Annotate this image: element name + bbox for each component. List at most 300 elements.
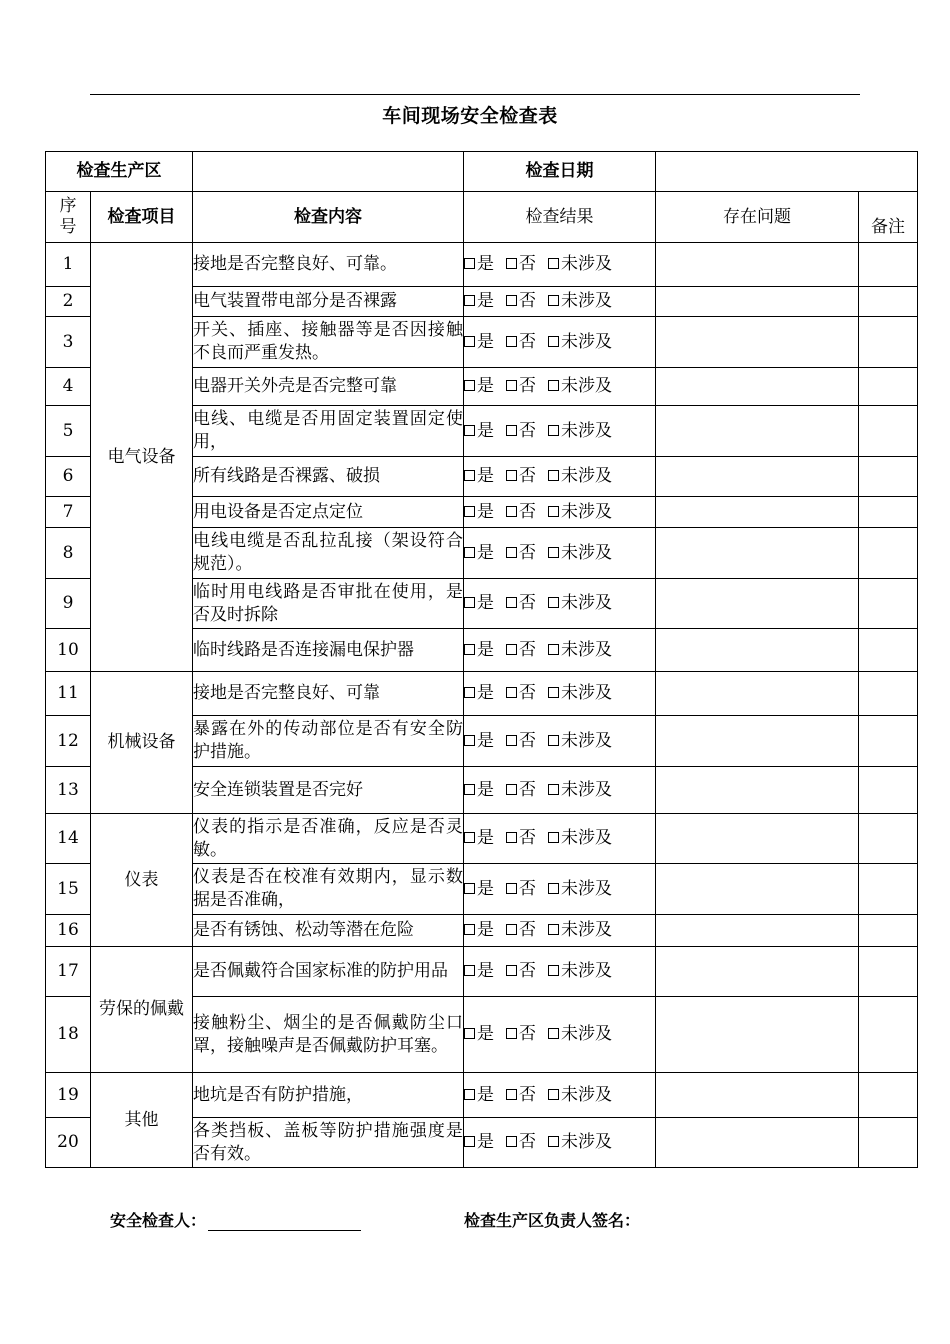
remarks-field[interactable] xyxy=(859,629,918,672)
row-content: 临时用电线路是否审批在使用，是否及时拆除 xyxy=(193,579,464,629)
remarks-field[interactable] xyxy=(859,406,918,457)
option-label: 否 xyxy=(519,920,536,940)
option-label: 否 xyxy=(519,466,536,486)
option-label: 是 xyxy=(477,920,494,940)
remarks-field[interactable] xyxy=(859,497,918,528)
issues-field[interactable] xyxy=(656,406,859,457)
row-seq: 11 xyxy=(46,672,91,716)
option-label: 否 xyxy=(519,542,536,563)
option-label: 未涉及 xyxy=(561,593,612,613)
row-content: 开关、插座、接触器等是否因接触不良而严重发热。 xyxy=(193,317,464,368)
option-label: 是 xyxy=(477,1024,494,1044)
result-header: 检查结果 xyxy=(464,192,656,243)
issues-field[interactable] xyxy=(656,1073,859,1118)
checkbox-icon[interactable] xyxy=(548,1028,559,1039)
checkbox-icon[interactable] xyxy=(506,506,517,517)
option-no[interactable] xyxy=(506,920,536,940)
row-seq: 16 xyxy=(46,915,91,947)
checkbox-icon[interactable] xyxy=(464,644,475,655)
option-label: 否 xyxy=(519,683,536,703)
option-label: 未涉及 xyxy=(561,639,612,660)
checkbox-icon[interactable] xyxy=(506,784,517,795)
result-options xyxy=(464,579,656,629)
checkbox-icon[interactable] xyxy=(548,924,559,935)
checkbox-icon[interactable] xyxy=(548,965,559,976)
option-label: 否 xyxy=(519,878,536,899)
option-no[interactable] xyxy=(506,780,536,800)
header-rule xyxy=(90,94,860,95)
checkbox-icon[interactable] xyxy=(464,380,475,391)
category-cell: 电气设备 xyxy=(91,243,193,672)
checkbox-icon[interactable] xyxy=(548,547,559,558)
option-label: 是 xyxy=(477,961,494,981)
remarks-header: 备注 xyxy=(859,192,918,243)
option-label: 否 xyxy=(519,1132,536,1152)
option-yes[interactable] xyxy=(464,291,494,311)
option-na[interactable] xyxy=(548,731,612,751)
result-options xyxy=(464,767,656,814)
option-label: 未涉及 xyxy=(561,254,612,274)
issues-field[interactable] xyxy=(656,528,859,579)
option-yes[interactable] xyxy=(464,1132,494,1152)
option-yes[interactable] xyxy=(464,828,494,848)
row-content: 地坑是否有防护措施， xyxy=(193,1073,464,1118)
category-cell: 仪表 xyxy=(91,814,193,947)
issues-field[interactable] xyxy=(656,716,859,767)
option-na[interactable] xyxy=(548,502,612,522)
checkbox-icon[interactable] xyxy=(506,687,517,698)
row-seq: 14 xyxy=(46,814,91,864)
row-seq: 3 xyxy=(46,317,91,368)
remarks-field[interactable] xyxy=(859,287,918,317)
remarks-field[interactable] xyxy=(859,997,918,1073)
content-header: 检查内容 xyxy=(193,192,464,243)
option-label: 是 xyxy=(477,254,494,274)
row-seq: 4 xyxy=(46,368,91,406)
row-seq: 17 xyxy=(46,947,91,997)
checkbox-icon[interactable] xyxy=(506,258,517,269)
option-na[interactable] xyxy=(548,254,612,274)
remarks-field[interactable] xyxy=(859,814,918,864)
issues-field[interactable] xyxy=(656,579,859,629)
option-label: 是 xyxy=(477,376,494,396)
checkbox-icon[interactable] xyxy=(464,506,475,517)
row-seq: 9 xyxy=(46,579,91,629)
row-content: 各类挡板、盖板等防护措施强度是否有效。 xyxy=(193,1118,464,1168)
checkbox-icon[interactable] xyxy=(464,597,475,608)
checkbox-icon[interactable] xyxy=(464,735,475,746)
checkbox-icon[interactable] xyxy=(506,425,517,436)
checkbox-icon[interactable] xyxy=(464,883,475,894)
issues-field[interactable] xyxy=(656,317,859,368)
option-no[interactable] xyxy=(506,421,536,441)
row-content: 暴露在外的传动部位是否有安全防护措施。 xyxy=(193,716,464,767)
checkbox-icon[interactable] xyxy=(506,1136,517,1147)
option-label: 否 xyxy=(519,376,536,396)
checkbox-icon[interactable] xyxy=(464,687,475,698)
row-content: 电气装置带电部分是否裸露 xyxy=(193,287,464,317)
option-label: 未涉及 xyxy=(561,376,612,396)
option-label: 是 xyxy=(477,593,494,613)
option-label: 未涉及 xyxy=(561,683,612,703)
option-na[interactable] xyxy=(548,1132,612,1152)
page-title: 车间现场安全检查表 xyxy=(382,105,558,127)
checkbox-icon[interactable] xyxy=(464,258,475,269)
checkbox-icon[interactable] xyxy=(506,965,517,976)
row-content: 是否有锈蚀、松动等潜在危险 xyxy=(193,915,464,947)
issues-field[interactable] xyxy=(656,243,859,287)
option-label: 是 xyxy=(477,878,494,899)
option-label: 否 xyxy=(519,779,536,800)
option-yes[interactable] xyxy=(464,640,494,660)
row-seq: 12 xyxy=(46,716,91,767)
issues-field[interactable] xyxy=(656,287,859,317)
result-options xyxy=(464,864,656,915)
category-cell: 劳保的佩戴 xyxy=(91,947,193,1073)
issues-field[interactable] xyxy=(656,629,859,672)
option-label: 未涉及 xyxy=(561,779,612,800)
area-label: 检查生产区 xyxy=(46,152,193,192)
checkbox-icon[interactable] xyxy=(506,597,517,608)
checkbox-icon[interactable] xyxy=(464,832,475,843)
row-content: 是否佩戴符合国家标准的防护用品 xyxy=(193,947,464,997)
option-no[interactable] xyxy=(506,683,536,703)
option-label: 是 xyxy=(477,542,494,563)
column-header-row xyxy=(46,192,918,243)
checkbox-icon[interactable] xyxy=(548,597,559,608)
result-options xyxy=(464,716,656,767)
row-seq: 20 xyxy=(46,1118,91,1168)
checkbox-icon[interactable] xyxy=(464,295,475,306)
option-label: 未涉及 xyxy=(561,331,612,352)
option-na[interactable] xyxy=(548,291,612,311)
option-na[interactable] xyxy=(548,466,612,486)
row-content: 所有线路是否裸露、破损 xyxy=(193,457,464,497)
option-yes[interactable] xyxy=(464,593,494,613)
checkbox-icon[interactable] xyxy=(548,832,559,843)
option-label: 是 xyxy=(477,291,494,311)
option-label: 否 xyxy=(519,593,536,613)
checkbox-icon[interactable] xyxy=(548,258,559,269)
option-no[interactable] xyxy=(506,828,536,848)
option-no[interactable] xyxy=(506,291,536,311)
option-label: 是 xyxy=(477,331,494,352)
checkbox-icon[interactable] xyxy=(464,784,475,795)
checkbox-icon[interactable] xyxy=(464,1028,475,1039)
inspector-signature xyxy=(110,1208,361,1231)
inspector-label: 安全检查人： xyxy=(110,1211,207,1230)
option-na[interactable] xyxy=(548,543,612,563)
option-no[interactable] xyxy=(506,502,536,522)
option-yes[interactable] xyxy=(464,421,494,441)
option-na[interactable] xyxy=(548,1085,612,1105)
option-label: 否 xyxy=(519,639,536,660)
option-label: 是 xyxy=(477,1084,494,1105)
checkbox-icon[interactable] xyxy=(548,687,559,698)
seq-header: 序号 xyxy=(46,192,91,243)
option-label: 未涉及 xyxy=(561,466,612,486)
option-label: 否 xyxy=(519,961,536,981)
result-options xyxy=(464,457,656,497)
remarks-field[interactable] xyxy=(859,579,918,629)
option-yes[interactable] xyxy=(464,961,494,981)
option-yes[interactable] xyxy=(464,466,494,486)
option-label: 是 xyxy=(477,779,494,800)
inspector-signature-line[interactable] xyxy=(208,1212,361,1231)
issues-field[interactable] xyxy=(656,864,859,915)
option-label: 是 xyxy=(477,1132,494,1152)
issues-field[interactable] xyxy=(656,947,859,997)
option-yes[interactable] xyxy=(464,376,494,396)
checkbox-icon[interactable] xyxy=(506,547,517,558)
row-seq: 6 xyxy=(46,457,91,497)
checkbox-icon[interactable] xyxy=(464,425,475,436)
row-content: 临时线路是否连接漏电保护器 xyxy=(193,629,464,672)
option-yes[interactable] xyxy=(464,920,494,940)
result-options xyxy=(464,814,656,864)
issues-field[interactable] xyxy=(656,1118,859,1168)
remarks-field[interactable] xyxy=(859,243,918,287)
issues-header: 存在问题 xyxy=(656,192,859,243)
option-label: 未涉及 xyxy=(561,542,612,563)
inspection-table xyxy=(45,151,918,1168)
issues-field[interactable] xyxy=(656,457,859,497)
header-row xyxy=(46,152,918,192)
remarks-field[interactable] xyxy=(859,915,918,947)
option-label: 未涉及 xyxy=(561,878,612,899)
option-no[interactable] xyxy=(506,254,536,274)
result-options xyxy=(464,528,656,579)
option-yes[interactable] xyxy=(464,731,494,751)
checkbox-icon[interactable] xyxy=(506,470,517,481)
row-seq: 1 xyxy=(46,243,91,287)
checkbox-icon[interactable] xyxy=(506,336,517,347)
option-na[interactable] xyxy=(548,593,612,613)
checkbox-icon[interactable] xyxy=(548,425,559,436)
checkbox-icon[interactable] xyxy=(464,924,475,935)
option-no[interactable] xyxy=(506,731,536,751)
option-label: 未涉及 xyxy=(561,420,612,441)
checkbox-icon[interactable] xyxy=(548,883,559,894)
option-na[interactable] xyxy=(548,961,612,981)
option-no[interactable] xyxy=(506,640,536,660)
checkbox-icon[interactable] xyxy=(506,735,517,746)
option-no[interactable] xyxy=(506,879,536,899)
option-yes[interactable] xyxy=(464,1085,494,1105)
checkbox-icon[interactable] xyxy=(464,336,475,347)
result-options xyxy=(464,368,656,406)
date-label: 检查日期 xyxy=(464,152,656,192)
result-options xyxy=(464,629,656,672)
option-na[interactable] xyxy=(548,683,612,703)
option-label: 是 xyxy=(477,639,494,660)
option-no[interactable] xyxy=(506,1132,536,1152)
item-header: 检查项目 xyxy=(91,192,193,243)
option-yes[interactable] xyxy=(464,543,494,563)
option-label: 未涉及 xyxy=(561,961,612,981)
manager-signature xyxy=(464,1208,640,1231)
option-label: 是 xyxy=(477,420,494,441)
row-seq: 10 xyxy=(46,629,91,672)
row-content: 仪表的指示是否准确，反应是否灵敏。 xyxy=(193,814,464,864)
remarks-field[interactable] xyxy=(859,1118,918,1168)
remarks-field[interactable] xyxy=(859,528,918,579)
option-na[interactable] xyxy=(548,376,612,396)
row-content: 电线电缆是否乱拉乱接（架设符合规范）。 xyxy=(193,528,464,579)
row-content: 电器开关外壳是否完整可靠 xyxy=(193,368,464,406)
checkbox-icon[interactable] xyxy=(506,644,517,655)
checkbox-icon[interactable] xyxy=(548,470,559,481)
checkbox-icon[interactable] xyxy=(548,1089,559,1100)
result-options xyxy=(464,287,656,317)
row-seq: 19 xyxy=(46,1073,91,1118)
remarks-field[interactable] xyxy=(859,864,918,915)
issues-field[interactable] xyxy=(656,767,859,814)
checkbox-icon[interactable] xyxy=(464,547,475,558)
checkbox-icon[interactable] xyxy=(506,924,517,935)
result-options xyxy=(464,997,656,1073)
option-label: 否 xyxy=(519,291,536,311)
row-content: 仪表是否在校准有效期内，显示数据是否准确， xyxy=(193,864,464,915)
table-row xyxy=(46,243,918,287)
row-seq: 7 xyxy=(46,497,91,528)
option-na[interactable] xyxy=(548,879,612,899)
option-na[interactable] xyxy=(548,421,612,441)
issues-field[interactable] xyxy=(656,814,859,864)
row-content: 接触粉尘、烟尘的是否佩戴防尘口罩，接触噪声是否佩戴防护耳塞。 xyxy=(193,997,464,1073)
remarks-field[interactable] xyxy=(859,947,918,997)
option-yes[interactable] xyxy=(464,502,494,522)
option-label: 未涉及 xyxy=(561,828,612,848)
result-options xyxy=(464,915,656,947)
option-no[interactable] xyxy=(506,961,536,981)
issues-field[interactable] xyxy=(656,368,859,406)
option-label: 是 xyxy=(477,683,494,703)
option-label: 未涉及 xyxy=(561,920,612,940)
checkbox-icon[interactable] xyxy=(548,380,559,391)
row-content: 接地是否完整良好、可靠 xyxy=(193,672,464,716)
option-no[interactable] xyxy=(506,466,536,486)
checkbox-icon[interactable] xyxy=(506,295,517,306)
remarks-field[interactable] xyxy=(859,317,918,368)
row-content: 电线、电缆是否用固定装置固定使用， xyxy=(193,406,464,457)
option-label: 是 xyxy=(477,730,494,751)
issues-field[interactable] xyxy=(656,997,859,1073)
option-no[interactable] xyxy=(506,332,536,352)
remarks-field[interactable] xyxy=(859,672,918,716)
date-value-field[interactable] xyxy=(656,152,918,192)
issues-field[interactable] xyxy=(656,672,859,716)
option-label: 未涉及 xyxy=(561,291,612,311)
option-label: 否 xyxy=(519,420,536,441)
checkbox-icon[interactable] xyxy=(506,832,517,843)
option-label: 是 xyxy=(477,466,494,486)
option-label: 未涉及 xyxy=(561,1084,612,1105)
checkbox-icon[interactable] xyxy=(464,1089,475,1100)
option-label: 未涉及 xyxy=(561,501,612,522)
checkbox-icon[interactable] xyxy=(506,1089,517,1100)
checkbox-icon[interactable] xyxy=(464,470,475,481)
area-value-field[interactable] xyxy=(193,152,464,192)
option-no[interactable] xyxy=(506,543,536,563)
option-no[interactable] xyxy=(506,376,536,396)
result-options xyxy=(464,497,656,528)
checkbox-icon[interactable] xyxy=(548,336,559,347)
row-content: 安全连锁装置是否完好 xyxy=(193,767,464,814)
category-cell: 其他 xyxy=(91,1073,193,1168)
issues-field[interactable] xyxy=(656,915,859,947)
issues-field[interactable] xyxy=(656,497,859,528)
option-label: 是 xyxy=(477,828,494,848)
option-label: 否 xyxy=(519,1024,536,1044)
option-label: 未涉及 xyxy=(561,1132,612,1152)
option-yes[interactable] xyxy=(464,332,494,352)
option-no[interactable] xyxy=(506,1024,536,1044)
option-na[interactable] xyxy=(548,640,612,660)
result-options xyxy=(464,406,656,457)
remarks-field[interactable] xyxy=(859,1073,918,1118)
checkbox-icon[interactable] xyxy=(548,644,559,655)
row-seq: 8 xyxy=(46,528,91,579)
result-options xyxy=(464,1118,656,1168)
option-label: 否 xyxy=(519,501,536,522)
checkbox-icon[interactable] xyxy=(506,380,517,391)
option-na[interactable] xyxy=(548,332,612,352)
result-options xyxy=(464,317,656,368)
option-na[interactable] xyxy=(548,1024,612,1044)
checkbox-icon[interactable] xyxy=(506,883,517,894)
option-na[interactable] xyxy=(548,780,612,800)
option-label: 是 xyxy=(477,501,494,522)
row-content: 用电设备是否定点定位 xyxy=(193,497,464,528)
category-cell: 机械设备 xyxy=(91,672,193,814)
option-na[interactable] xyxy=(548,920,612,940)
checkbox-icon[interactable] xyxy=(548,735,559,746)
option-label: 否 xyxy=(519,254,536,274)
option-na[interactable] xyxy=(548,828,612,848)
table-row xyxy=(46,947,918,997)
table-row xyxy=(46,672,918,716)
option-no[interactable] xyxy=(506,1085,536,1105)
row-seq: 15 xyxy=(46,864,91,915)
option-label: 否 xyxy=(519,828,536,848)
option-no[interactable] xyxy=(506,593,536,613)
option-yes[interactable] xyxy=(464,879,494,899)
row-content: 接地是否完整良好、可靠。 xyxy=(193,243,464,287)
result-options xyxy=(464,243,656,287)
option-label: 否 xyxy=(519,730,536,751)
option-label: 否 xyxy=(519,331,536,352)
checkbox-icon[interactable] xyxy=(548,506,559,517)
option-yes[interactable] xyxy=(464,1024,494,1044)
manager-label: 检查生产区负责人签名： xyxy=(464,1211,641,1230)
remarks-field[interactable] xyxy=(859,716,918,767)
option-label: 否 xyxy=(519,1084,536,1105)
option-yes[interactable] xyxy=(464,254,494,274)
checkbox-icon[interactable] xyxy=(506,1028,517,1039)
checkbox-icon[interactable] xyxy=(464,965,475,976)
option-yes[interactable] xyxy=(464,780,494,800)
remarks-field[interactable] xyxy=(859,368,918,406)
checkbox-icon[interactable] xyxy=(548,784,559,795)
checkbox-icon[interactable] xyxy=(548,295,559,306)
option-yes[interactable] xyxy=(464,683,494,703)
result-options xyxy=(464,1073,656,1118)
remarks-field[interactable] xyxy=(859,767,918,814)
checkbox-icon[interactable] xyxy=(464,1136,475,1147)
checkbox-icon[interactable] xyxy=(548,1136,559,1147)
remarks-field[interactable] xyxy=(859,457,918,497)
